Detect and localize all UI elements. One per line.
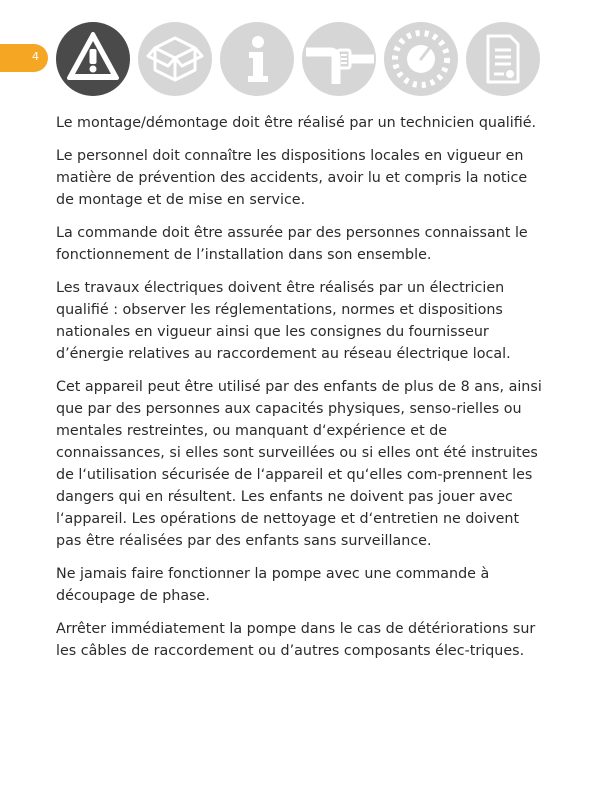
paragraph: Le montage/démontage doit être réalisé par un technicien qualifié. [56,115,537,131]
document-icon[interactable] [466,22,540,96]
paragraph: Ne jamais faire fonctionner la pompe avec une commande à découpage de phase. [56,566,490,604]
paragraph: Le personnel doit connaître les dispositions locales en vigueur en matière de prévention des accidents, avoir lu et compris la notice de montage et de mise en service. [56,148,528,208]
safety-instructions-text [56,112,542,673]
paragraph: Cet appareil peut être utilisé par des enfants de plus de 8 ans, ainsi que par des personnes aux capacités physiques, senso-rielles ou mentales restreintes, ou manquant d‘expérience et de connaissances, si elles sont surveillées ou si elles ont été instruites de l‘utilisation sécurisée de l‘appareil et qu‘elles com-prennent les dangers qui en résultent. Les enfants ne doivent pas jouer avec l‘appareil. Les opérations de nettoyage et d‘entretien ne doivent pas être réalisées par des enfants sans surveillance. [56,379,542,549]
package-box-icon[interactable] [138,22,212,96]
control-dial-icon[interactable] [384,22,458,96]
warning-icon[interactable] [56,22,130,96]
info-icon[interactable] [220,22,294,96]
section-icon-bar [0,22,595,96]
pipe-installation-icon[interactable] [302,22,376,96]
paragraph: La commande doit être assurée par des personnes connaissant le fonctionnement de l’installation dans son ensemble. [56,225,528,263]
paragraph: Arrêter immédiatement la pompe dans le cas de détériorations sur les câbles de raccordement ou d’autres composants élec-triques. [56,621,536,659]
paragraph: Les travaux électriques doivent être réalisés par un électricien qualifié : observer les réglementations, normes et dispositions nationales en vigueur ainsi que les consignes du fournisseur d’énergie relatives au raccordement au réseau électrique local. [56,280,511,362]
page-number: 4 [32,50,39,63]
